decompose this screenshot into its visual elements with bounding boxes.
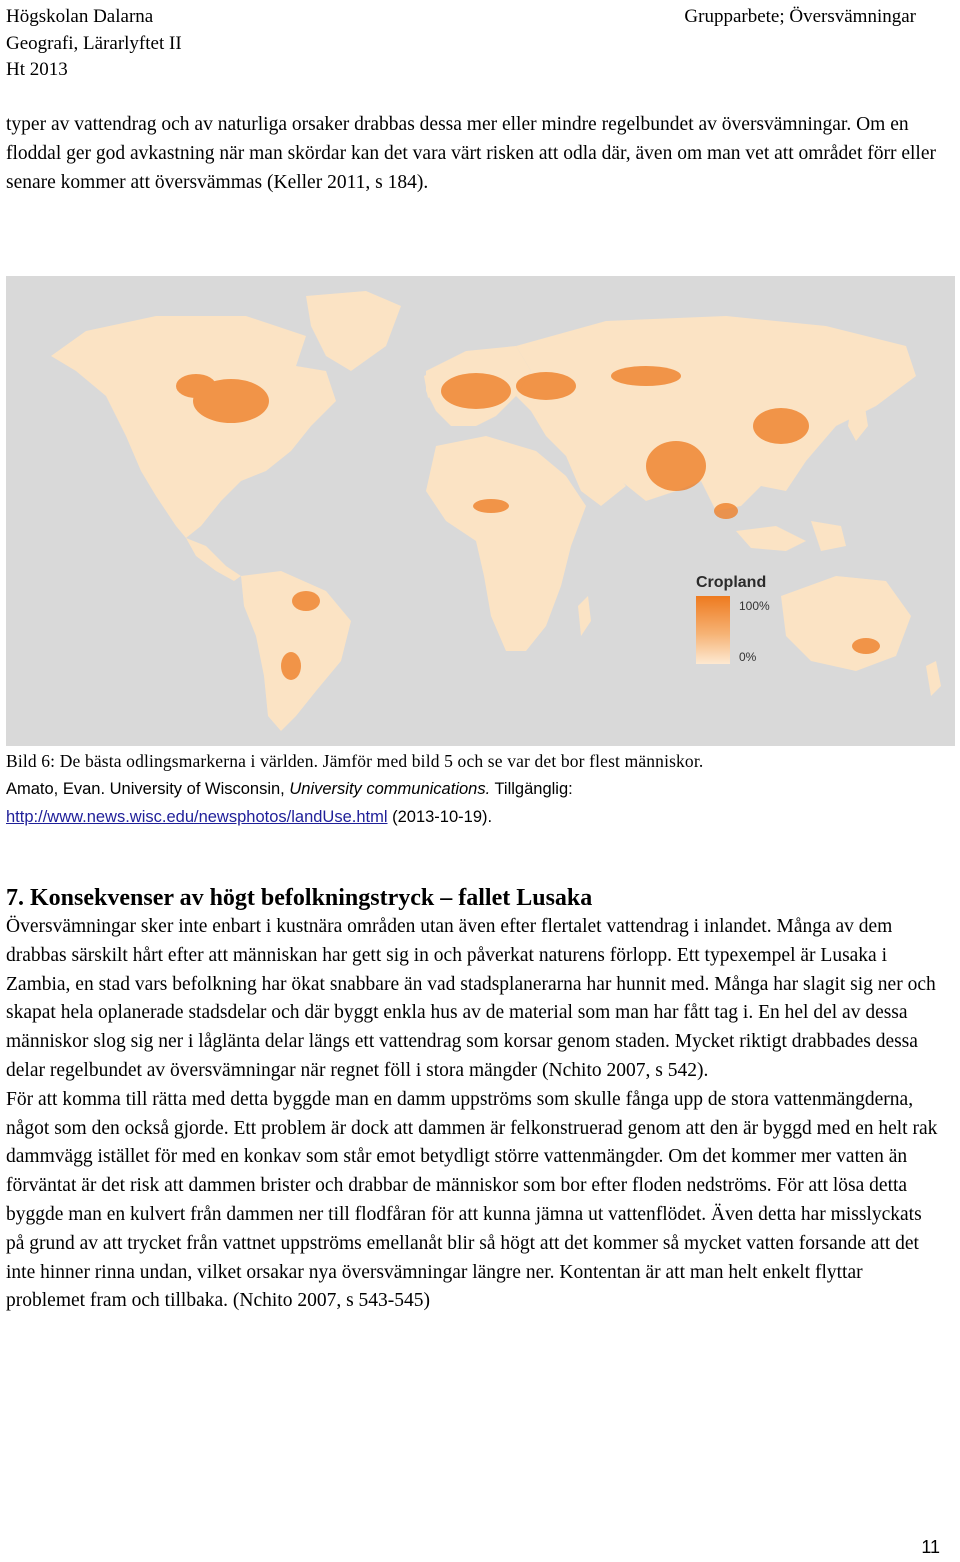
- figure-caption: Bild 6: De bästa odlingsmarkerna i världen. Jämför med bild 5 och se var det bor flest människor.: [6, 751, 704, 771]
- page-number: 11: [921, 1537, 940, 1557]
- legend-max-label: 100%: [739, 599, 770, 613]
- map-legend: [696, 574, 770, 664]
- caption-source: [6, 775, 941, 803]
- source-url-link[interactable]: http://www.news.wisc.edu/newsphotos/landUse.html: [6, 808, 388, 826]
- section-paragraph-1: Översvämningar sker inte enbart i kustnära områden utan även efter flertalet vattendrag i inlandet. Många av dem drabbas särskilt hårt efter att människan har gett sig in och påverkat naturens förlopp. Ett typexempel är Lusaka i Zambia, en stad vars befolkning har ökat snabbare än vad stadsplanerarna har hunnit med. Många har slagit sig ner och skapat hela oplanerade stadsdelar och där byggt enkla hus av de material som man har fått tag i. En hel del av dessa människor slog sig ner i låglänta delar längs ett vattendrag som korsar genom staden. Mycket riktigt drabbades dessa delar regelbundet av översvämningar när regnet föll i stora mängder (Nchito 2007, s 542).: [6, 916, 936, 1081]
- legend-min-label: 0%: [739, 650, 757, 664]
- intro-paragraph: typer av vattendrag och av naturliga orsaker drabbas dessa mer eller mindre regelbundet av översvämningar. Om en floddal ger god avkastning när man skördar kan det vara värt risken att odla där, även om man vet att området förr eller senare kommer att översvämmas (Keller 2011, s 184).: [6, 114, 937, 193]
- section-heading: 7. Konsekvenser av högt befolkningstryck – fallet Lusaka: [6, 885, 593, 911]
- caption-url-line: [6, 803, 941, 831]
- cropland-world-map: [6, 276, 955, 746]
- header-school: Högskolan Dalarna: [6, 6, 154, 27]
- header-term: Ht 2013: [6, 59, 68, 80]
- source-date: (2013-10-19).: [387, 808, 493, 826]
- source-author: Amato, Evan. University of Wisconsin,: [6, 780, 290, 798]
- legend-title: Cropland: [696, 574, 767, 591]
- page-header-left: [6, 4, 182, 84]
- section-body: [6, 913, 941, 1316]
- world-map-graphic: [6, 276, 955, 746]
- source-available: Tillgänglig:: [490, 780, 573, 798]
- header-course: Geografi, Lärarlyftet II: [6, 32, 182, 54]
- legend-gradient-bar: [696, 596, 730, 664]
- header-assignment: Grupparbete; Översvämningar: [684, 6, 916, 27]
- section-paragraph-2: För att komma till rätta med detta byggde man en damm uppströms som skulle fånga upp de stora vattenmängderna, något som den också gjorde. Ett problem är dock att dammen är felkonstruerad genom att den är byggd med en helt rak dammvägg istället för med en konkav som står emot betydligt större vattenmängder. Om det kommer mer vatten än förväntat är det risk att dammen brister och drabbar de människor som bor efter floden nedströms. För att lösa detta byggde man en kulvert från dammen ner till flodfåran för att kunna jämna ut vattenflödet. Även detta har misslyckats på grund av att trycket från vattnet uppströms emellanåt blir så högt att det kommer så mycket vatten forsande att det inte hinner rinna undan, vilket orsakar nya översvämningar längre ner. Kontentan är att man helt enkelt flyttar problemet fram och tillbaka. (Nchito 2007, s 543-545): [6, 1088, 938, 1312]
- source-publication: University communications.: [289, 780, 491, 798]
